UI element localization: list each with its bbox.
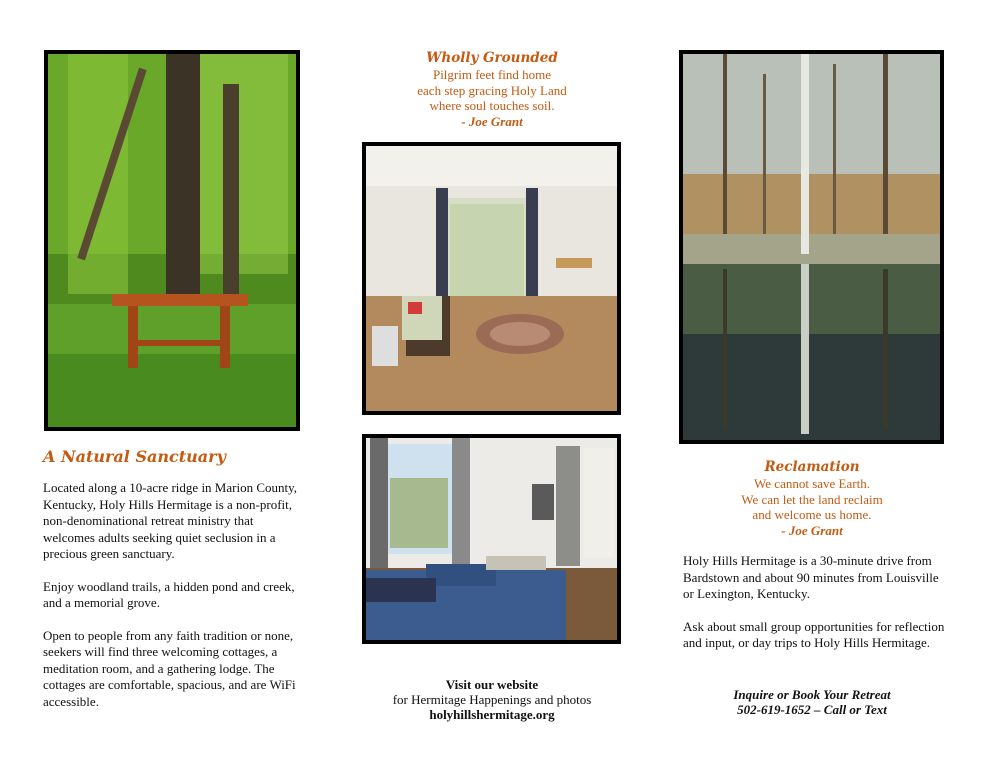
- cottage-bedroom-photo: [362, 434, 621, 644]
- website-heading: Visit our website: [445, 677, 539, 692]
- pond-reflection-photo: [679, 50, 944, 444]
- poem-title: Reclamation: [764, 459, 860, 475]
- website-block: [362, 677, 622, 722]
- right-body-text: [683, 553, 945, 668]
- website-subtext: for Hermitage Happenings and photos: [392, 692, 592, 707]
- poem-title: Wholly Grounded: [426, 50, 558, 66]
- cottage-living-room-photo: [362, 142, 621, 415]
- poem-reclamation: [680, 458, 944, 538]
- poem-line: Pilgrim feet find home: [432, 67, 552, 82]
- poem-author: - Joe Grant: [781, 522, 843, 538]
- poem-line: and welcome us home.: [752, 507, 872, 522]
- natural-sanctuary-heading: A Natural Sanctuary: [43, 447, 226, 466]
- poem-line: We cannot save Earth.: [754, 476, 870, 491]
- poem-line: each step gracing Holy Land: [417, 82, 567, 98]
- picnic-table-forest-photo: [44, 50, 300, 431]
- poem-author: - Joe Grant: [461, 113, 523, 129]
- contact-heading: Inquire or Book Your Retreat: [733, 687, 891, 702]
- paragraph-cottages: Open to people from any faith tradition or none, seekers will find three welcoming cottages, a meditation room, and a gathering lodge. The cottages are comfortable, spacious, and are WiFi accessible.: [43, 627, 296, 709]
- left-body-text: [43, 480, 305, 726]
- poem-line: where soul touches soil.: [429, 98, 555, 113]
- paragraph-location: Located along a 10-acre ridge in Marion County, Kentucky, Holy Hills Hermitage is a non-profit, non-denominational retreat ministry that welcomes adults seeking quiet seclusion in a precious green sanctuary.: [43, 480, 298, 561]
- paragraph-distance: Holy Hills Hermitage is a 30-minute drive from Bardstown and about 90 minutes from Louisville or Lexington, Kentucky.: [683, 553, 939, 601]
- contact-phone[interactable]: 502-619-1652 – Call or Text: [737, 702, 887, 717]
- paragraph-groups: Ask about small group opportunities for reflection and input, or day trips to Holy Hills Hermitage.: [683, 618, 945, 650]
- poem-wholly-grounded: [362, 49, 622, 129]
- paragraph-trails: Enjoy woodland trails, a hidden pond and creek, and a memorial grove.: [43, 578, 295, 610]
- contact-block: [680, 687, 944, 717]
- website-link[interactable]: holyhillshermitage.org: [429, 707, 555, 722]
- poem-line: We can let the land reclaim: [741, 491, 883, 507]
